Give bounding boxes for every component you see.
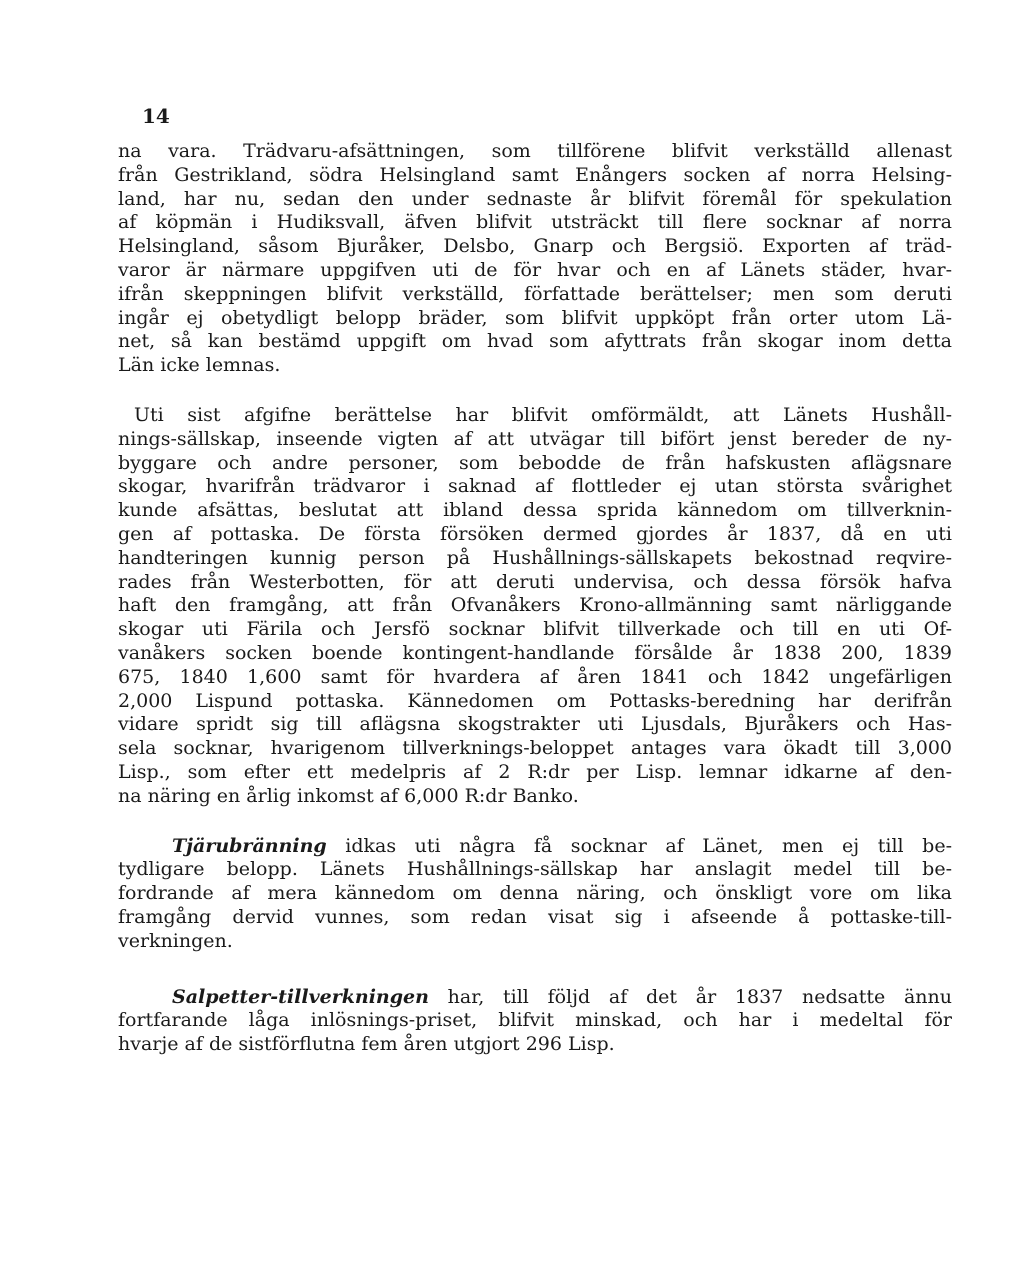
text-line: fordrande af mera kännedom om denna näring, och önskligt vore om lika <box>118 882 952 905</box>
lead-term: Salpetter-tillverkningen <box>172 985 429 1008</box>
text-line: gen af pottaska. De första försöken dermed gjordes år 1837, då en uti <box>118 522 952 545</box>
text-line: na vara. Trädvaru-afsättningen, som tillförene blifvit verkställd allenast <box>118 140 952 162</box>
text-line: na näring en årlig inkomst af 6,000 R:dr Banko. <box>118 784 579 807</box>
text-line: varor är närmare uppgifven uti de för hvar och en af Länets städer, hvar- <box>118 258 952 281</box>
text-line: skogar, hvarifrån trädvaror i saknad af flottleder ej utan största svårighet <box>118 475 952 498</box>
text-line: fortfarande låga inlösnings-priset, blifvit minskad, och har i medeltal för <box>118 1009 952 1032</box>
text-line: kunde afsättas, beslutat att ibland dessa sprida kännedom om tillverknin- <box>118 499 952 522</box>
text-line: af köpmän i Hudiksvall, äfven blifvit utsträckt till flere socknar af norra <box>118 211 952 234</box>
text-line: handteringen kunnig person på Hushållnings-sällskapets bekostnad reqvire- <box>118 546 952 569</box>
text-line: rades från Westerbotten, för att deruti undervisa, och dessa försök hafva <box>118 570 952 593</box>
text-line: från Gestrikland, södra Helsingland samt Enångers socken af norra Helsing- <box>118 163 952 186</box>
text-line: 675, 1840 1,600 samt för hvardera af åren 1841 och 1842 ungefärligen <box>118 665 952 688</box>
text-line: Uti sist afgifne berättelse har blifvit omförmäldt, att Länets Hushåll- <box>134 403 952 426</box>
text-line: sela socknar, hvarigenom tillverknings-beloppet antages vara ökadt till 3,000 <box>118 737 952 760</box>
paragraph-tar-burning <box>118 835 952 954</box>
text-line: haft den framgång, att från Ofvanåkers Krono-allmänning samt närliggande <box>118 594 952 617</box>
text-line <box>118 835 952 859</box>
text-line: Helsingland, såsom Bjuråker, Delsbo, Gnarp och Bergsiö. Exporten af träd- <box>118 235 952 258</box>
text-line: ingår ej obetydligt belopp bräder, som blifvit uppköpt från orter utom Lä- <box>118 306 952 329</box>
body-text <box>118 140 952 1057</box>
paragraph-saltpetre <box>118 986 952 1057</box>
text-line: Län icke lemnas. <box>118 354 281 377</box>
paragraph-trade-export <box>118 140 952 378</box>
page-number: 14 <box>142 104 170 128</box>
text-line: ifrån skeppningen blifvit verkställd, författade berättelser; men som deruti <box>118 282 952 305</box>
text-line: net, så kan bestämd uppgift om hvad som afyttrats från skogar inom detta <box>118 330 952 353</box>
text-line: framgång dervid vunnes, som redan visat sig i afseende å pottaske-till- <box>118 905 952 928</box>
text-line <box>118 986 952 1010</box>
text-line: 2,000 Lispund pottaska. Kännedomen om Pottasks-beredning har derifrån <box>118 689 952 712</box>
text-line: nings-sällskap, inseende vigten af att utvägar till bifört jenst bereder de ny- <box>118 427 952 450</box>
text-line: land, har nu, sedan den under sednaste år blifvit föremål för spekulation <box>118 187 952 210</box>
text-line: byggare och andre personer, som bebodde de från hafskusten aflägsnare <box>118 451 952 474</box>
text-line: tydligare belopp. Länets Hushållnings-sällskap har anslagit medel till be- <box>118 858 952 881</box>
line-rest: idkas uti några få socknar af Länet, men ej till be- <box>326 834 952 857</box>
text-line: skogar uti Färila och Jersfö socknar blifvit tillverkade och till en uti Of- <box>118 618 952 641</box>
text-line: Lisp., som efter ett medelpris af 2 R:dr per Lisp. lemnar idkarne af den- <box>118 760 952 783</box>
text-line: hvarje af de sistförflutna fem åren utgjort 296 Lisp. <box>118 1033 615 1056</box>
text-line: vidare spridt sig till aflägsna skogstrakter uti Ljusdals, Bjuråkers och Has- <box>118 713 952 736</box>
text-line: verkningen. <box>118 929 233 952</box>
paragraph-potash <box>118 404 952 809</box>
line-rest: har, till följd af det år 1837 nedsatte ännu <box>428 985 952 1008</box>
text-line: vanåkers socken boende kontingent-handlande försålde år 1838 200, 1839 <box>118 641 952 664</box>
lead-term: Tjärubränning <box>172 834 327 857</box>
